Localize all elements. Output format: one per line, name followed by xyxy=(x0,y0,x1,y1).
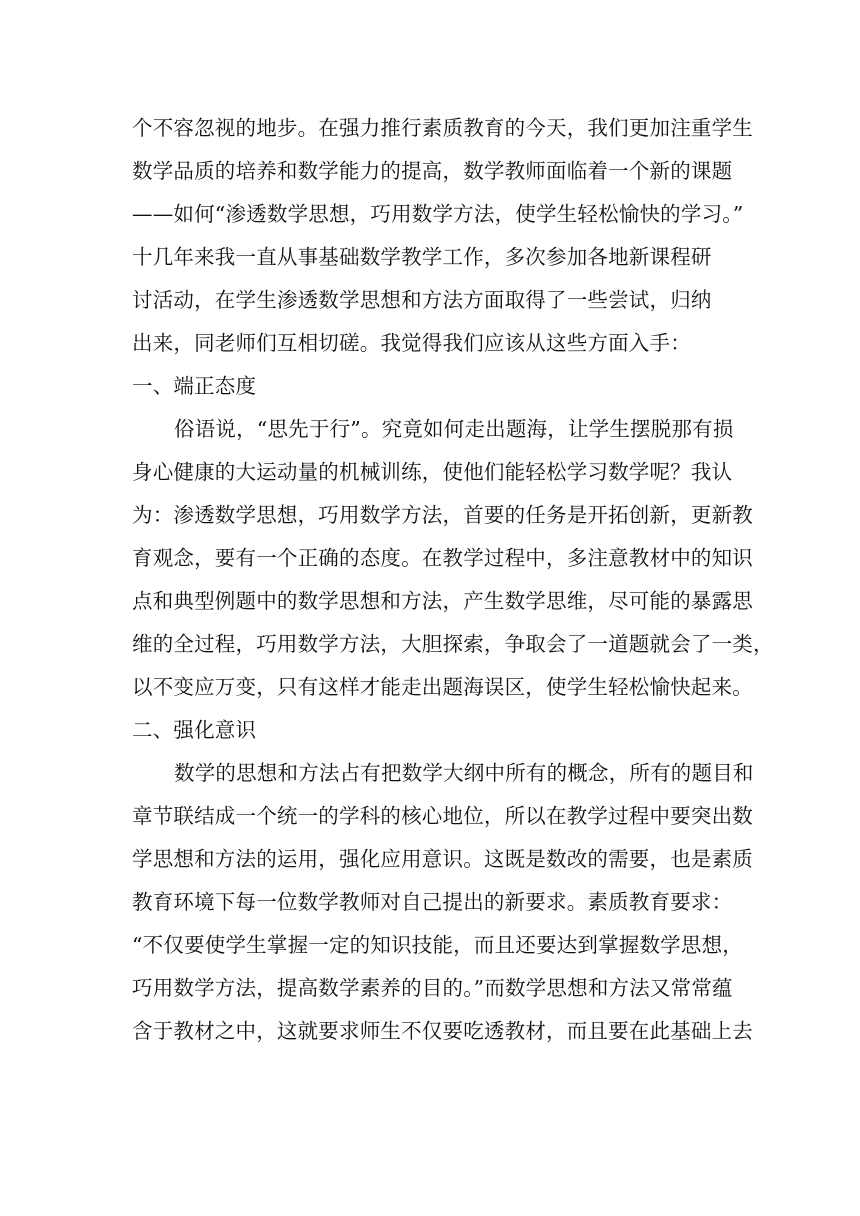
paragraph-line-15: 章节联结成一个统一的学科的核心地位，所以在教学过程中要突出数 xyxy=(132,804,753,828)
section-heading-1: 一、端正态度 xyxy=(132,374,257,398)
paragraph-line-5: 讨活动，在学生渗透数学思想和方法方面取得了一些尝试，归纳 xyxy=(132,288,712,312)
paragraph-line-1: 个不容忽视的地步。在强力推行素质教育的今天，我们更加注重学生 xyxy=(132,116,753,140)
paragraph-line-8: 身心健康的大运动量的机械训练，使他们能轻松学习数学呢？我认 xyxy=(132,460,733,484)
paragraph-line-20: 含于教材之中，这就要求师生不仅要吃透教材，而且要在此基础上去 xyxy=(132,1019,753,1043)
paragraph-line-11: 点和典型例题中的数学思想和方法，产生数学思维，尽可能的暴露思 xyxy=(132,589,753,613)
paragraph-line-3: ——如何“渗透数学思想，巧用数学方法，使学生轻松愉快的学习。” xyxy=(132,202,744,226)
paragraph-line-19: 巧用数学方法，提高数学素养的目的。”而数学思想和方法又常常蕴 xyxy=(132,976,733,1000)
paragraph-line-2: 数学品质的培养和数学能力的提高，数学教师面临着一个新的课题 xyxy=(132,159,733,183)
paragraph-line-14: 数学的思想和方法占有把数学大纲中所有的概念，所有的题目和 xyxy=(174,761,754,785)
paragraph-line-4: 十几年来我一直从事基础数学教学工作，多次参加各地新课程研 xyxy=(132,245,712,269)
paragraph-line-10: 育观念，要有一个正确的态度。在教学过程中，多注意教材中的知识 xyxy=(132,546,753,570)
paragraph-line-17: 教育环境下每一位数学教师对自己提出的新要求。素质教育要求： xyxy=(132,890,733,914)
paragraph-line-16: 学思想和方法的运用，强化应用意识。这既是数改的需要，也是素质 xyxy=(132,847,753,871)
section-heading-2: 二、强化意识 xyxy=(132,718,257,742)
paragraph-line-9: 为：渗透数学思想，巧用数学方法，首要的任务是开拓创新，更新教 xyxy=(132,503,753,527)
paragraph-line-6: 出来，同老师们互相切磋。我觉得我们应该从这些方面入手： xyxy=(132,331,691,355)
paragraph-line-13: 以不变应万变，只有这样才能走出题海误区，使学生轻松愉快起来。 xyxy=(132,675,753,699)
paragraph-line-18: “不仅要使学生掌握一定的知识技能，而且还要达到掌握数学思想， xyxy=(132,933,743,957)
paragraph-line-12: 维的全过程，巧用数学方法，大胆探索，争取会了一道题就会了一类， xyxy=(132,632,774,656)
paragraph-line-7: 俗语说，“思先于行”。究竟如何走出题海，让学生摆脱那有损 xyxy=(174,417,734,441)
